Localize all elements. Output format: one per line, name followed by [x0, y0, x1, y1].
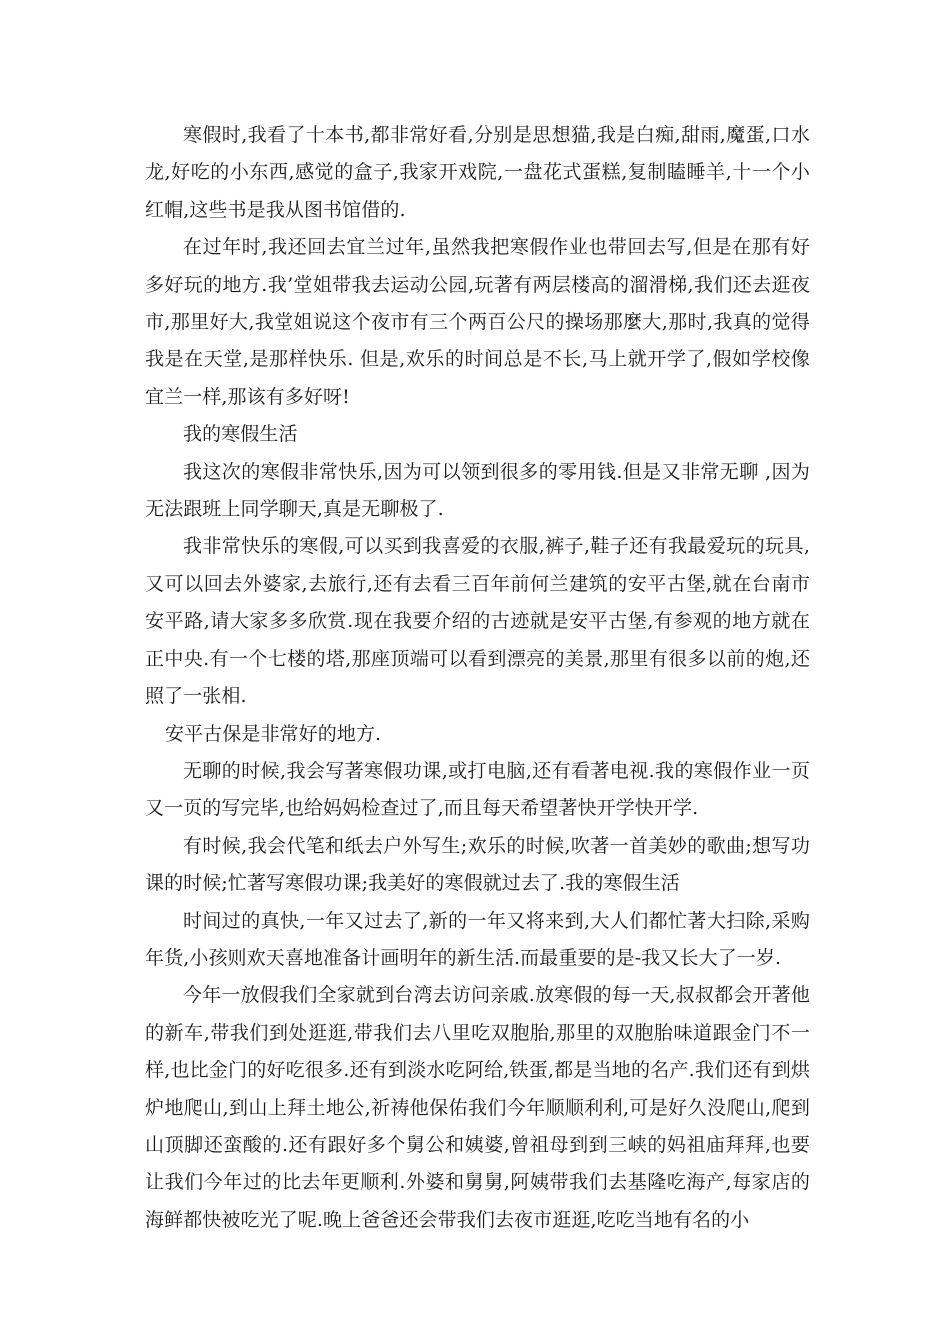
paragraph-books: 寒假时,我看了十本书,都非常好看,分别是思想猫,我是白痴,甜雨,魔蛋,口水龙,好吃的小东西,感觉的盒子,我家开戏院,一盘花式蛋糕,复制瞌睡羊,十一个小红帽,这些书是我从图书馆借的.: [145, 124, 810, 221]
paragraph-sketching: 有时候,我会代笔和纸去户外写生;欢乐的时候,吹著一首美妙的歌曲;想写功课的时候;忙著写寒假功课;我美好的寒假就过去了.我的寒假生活: [145, 834, 810, 895]
document-body: [145, 117, 810, 1239]
paragraph-taiwan-trip: 今年一放假我们全家就到台湾去访问亲戚.放寒假的每一天,叔叔都会开著他的新车,带我们到处逛逛,带我们去八里吃双胞胎,那里的双胞胎味道跟金门不一样,也比金门的好吃很多.还有到淡水吃阿给,铁蛋,都是当地的名产.我们还有到烘炉地爬山,到山上拜土地公,祈祷他保佑我们今年顺顺利利,可是好久没爬山,爬到山顶脚还蛮酸的.还有跟好多个舅公和姨婆,曾祖母到到三峡的妈祖庙拜拜,也要让我们今年过的比去年更顺利.外婆和舅舅,阿姨带我们去基隆吃海产,每家店的海鲜都快被吃光了呢.晚上爸爸还会带我们去夜市逛逛,吃吃当地有名的小: [145, 984, 810, 1231]
paragraph-anping: 我非常快乐的寒假,可以买到我喜爱的衣服,裤子,鞋子还有我最爱玩的玩具,又可以回去外婆家,去旅行,还有去看三百年前何兰建筑的安平古堡,就在台南市安平路,请大家多多欣赏.现在我要介绍的古迹就是安平古堡,有参观的地方就在正中央.有一个七楼的塔,那座顶端可以看到漂亮的美景,那里有很多以前的炮,还照了一张相.: [145, 535, 810, 708]
paragraph-yilan: 在过年时,我还回去宜兰过年,虽然我把寒假作业也带回去写,但是在那有好多好玩的地方.我’堂姐带我去运动公园,玩著有两层楼高的溜滑梯,我们还去逛夜市,那里好大,我堂姐说这个夜市有三个两百公尺的操场那麼大,那时,我真的觉得我是在天堂,是那样快乐. 但是,欢乐的时间总是不长,马上就开学了,假如学校像宜兰一样,那该有多好呀!: [145, 236, 810, 408]
section-title: 我的寒假生活: [183, 423, 298, 446]
paragraph-pocket-money: 我这次的寒假非常快乐,因为可以领到很多的零用钱.但是又非常无聊 ,因为无法跟班上同学聊天,真是无聊极了.: [145, 460, 810, 521]
paragraph-new-year: 时间过的真快,一年又过去了,新的一年又将来到,大人们都忙著大扫除,采购年货,小孩则欢天喜地准备计画明年的新生活.而最重要的是-我又长大了一岁.: [145, 909, 810, 969]
paragraph-homework: 无聊的时候,我会写著寒假功课,或打电脑,还有看著电视.我的寒假作业一页又一页的写完毕,也给妈妈检查过了,而且每天希望著快开学快开学.: [145, 759, 810, 820]
paragraph-anping-short: 安平古保是非常好的地方.: [164, 722, 382, 745]
